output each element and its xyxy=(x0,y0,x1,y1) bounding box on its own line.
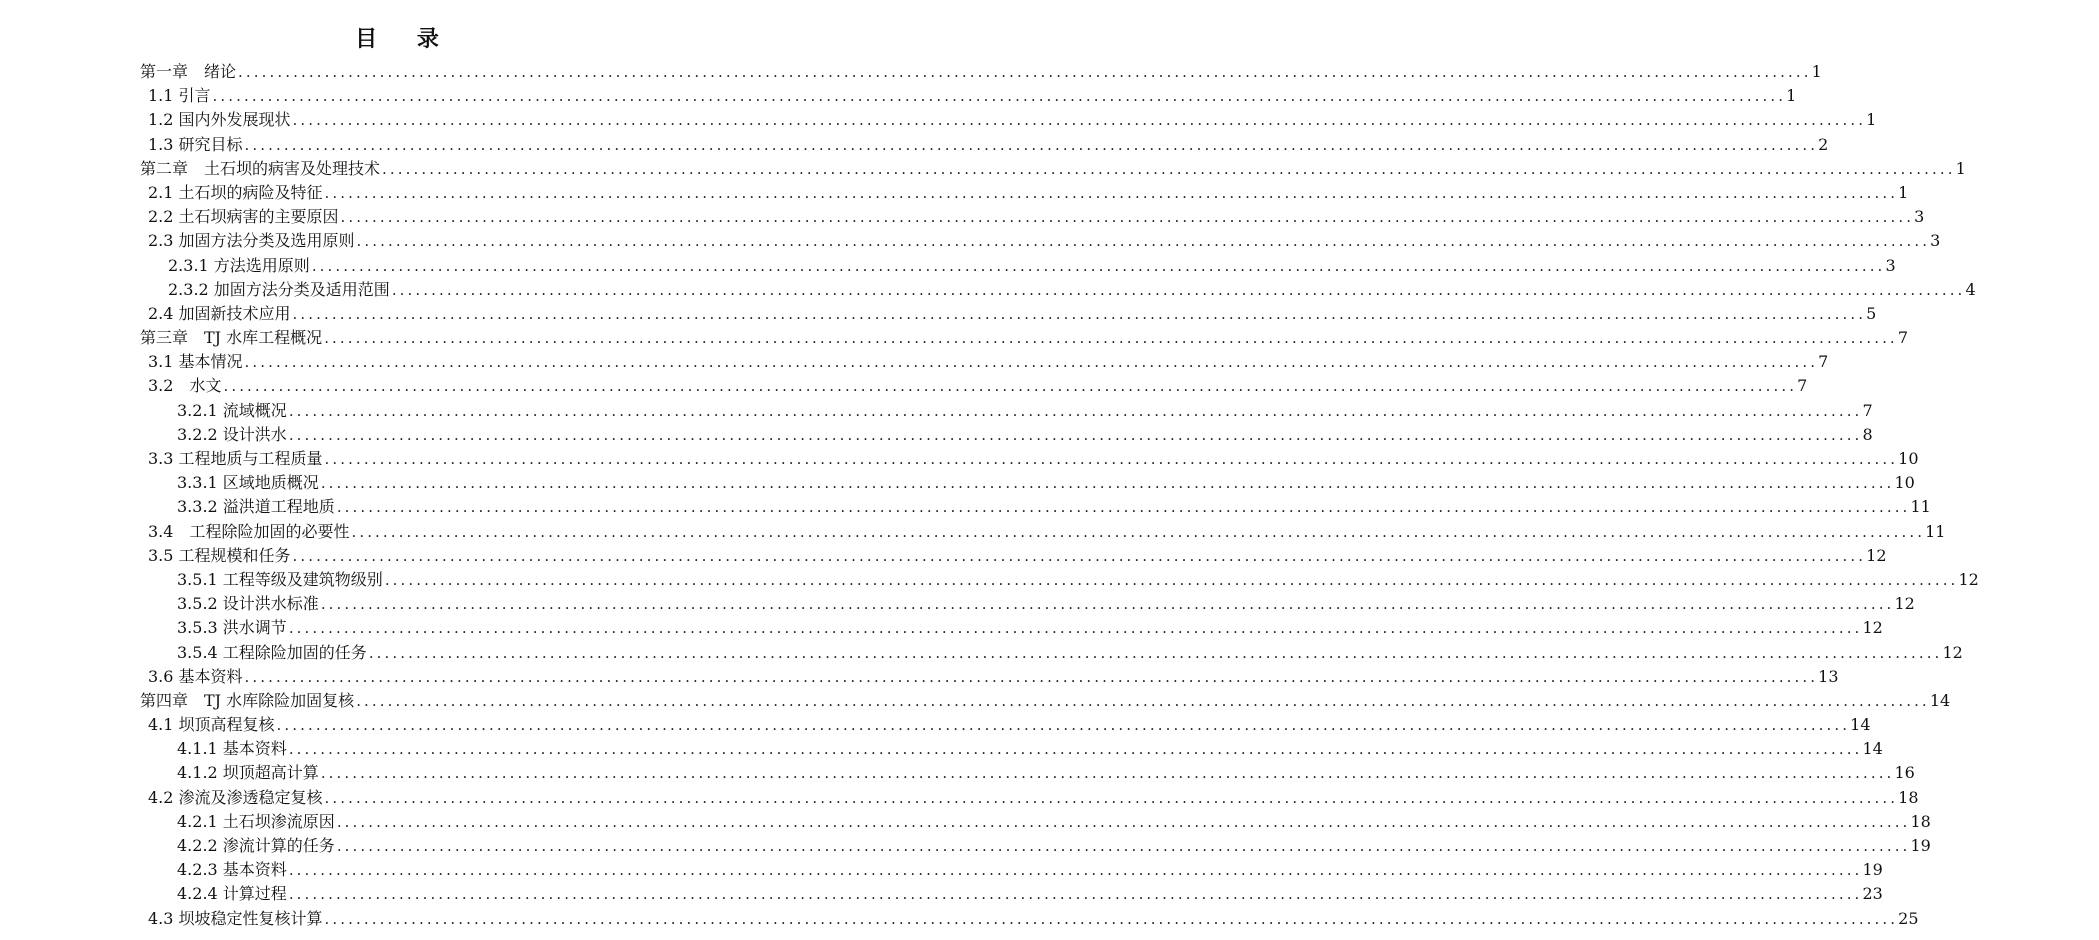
toc-entry-page-number: 5 xyxy=(1866,303,1877,323)
toc-entry[interactable] xyxy=(0,810,1931,834)
toc-entry-page-number: 3 xyxy=(1930,231,1941,251)
toc-entry-label: 4.2.2 渗流计算的任务 xyxy=(177,836,335,855)
toc-entry-page-number: 10 xyxy=(1894,473,1915,493)
toc-entry-page-number: 25 xyxy=(1898,908,1919,928)
dot-leader: ........................................................................................................................................................................................................ xyxy=(292,546,1867,565)
dot-leader: ........................................................................................................................................................................................................ xyxy=(324,183,1899,202)
toc-title: 目 录 xyxy=(355,27,455,52)
toc-entry-page-number: 18 xyxy=(1898,787,1919,807)
toc-entry[interactable] xyxy=(0,447,1919,471)
toc-entry[interactable] xyxy=(0,254,1896,278)
toc-entry[interactable] xyxy=(0,205,1925,229)
toc-entry-label: 1.1 引言 xyxy=(148,86,211,106)
toc-entry-page-number: 12 xyxy=(1942,642,1963,662)
toc-entry[interactable] xyxy=(0,713,1871,737)
toc-entry[interactable] xyxy=(0,157,1966,181)
toc-entry[interactable] xyxy=(0,471,1915,495)
toc-entry-page-number: 16 xyxy=(1894,763,1915,783)
toc-entry-label: 第二章 土石坝的病害及处理技术 xyxy=(140,158,381,178)
dot-leader: ........................................................................................................................................................................................................ xyxy=(384,570,1959,589)
toc-entry-page-number: 12 xyxy=(1894,594,1915,614)
toc-entry-label: 3.2.1 流域概况 xyxy=(177,400,287,420)
toc-entry-label: 3.2 水文 xyxy=(148,376,222,396)
toc-entry-page-number: 8 xyxy=(1862,424,1873,444)
toc-entry-page-number: 1 xyxy=(1786,86,1797,106)
toc-entry-page-number: 2 xyxy=(1818,134,1829,154)
toc-entry[interactable] xyxy=(0,858,1883,882)
toc-entry-label: 第三章 TJ 水库工程概况 xyxy=(140,328,323,348)
toc-entry-label: 3.3 工程地质与工程质量 xyxy=(148,449,323,468)
toc-entry-label: 4.3 坝坡稳定性复核计算 xyxy=(148,908,323,928)
toc-entry[interactable] xyxy=(0,399,1873,423)
toc-entry-page-number: 12 xyxy=(1958,569,1979,589)
toc-entry[interactable] xyxy=(0,616,1883,640)
toc-entry[interactable] xyxy=(0,278,1976,302)
toc-entry-label: 1.2 国内外发展现状 xyxy=(148,110,291,130)
dot-leader: ........................................................................................................................................................................................................ xyxy=(288,740,1863,759)
dot-leader: ........................................................................................................................................................................................................ xyxy=(288,861,1863,880)
toc-entry[interactable] xyxy=(0,689,1951,713)
toc-entry-label: 3.1 基本情况 xyxy=(148,352,243,372)
toc-entry-label: 2.4 加固新技术应用 xyxy=(148,303,291,323)
toc-entry-label: 4.1.2 坝顶超高计算 xyxy=(177,763,319,783)
dot-leader: ........................................................................................................................................................................................................ xyxy=(276,716,1851,735)
toc-entry[interactable] xyxy=(0,495,1931,519)
dot-leader: ........................................................................................................................................................................................................ xyxy=(244,135,1819,154)
toc-entry[interactable] xyxy=(0,568,1979,592)
toc-entry-page-number: 1 xyxy=(1866,110,1877,130)
toc-entry-label: 第一章 绪论 xyxy=(140,62,237,81)
dot-leader: ........................................................................................................................................................................................................ xyxy=(320,764,1895,783)
toc-entry[interactable] xyxy=(0,326,1908,350)
dot-leader: ........................................................................................................................................................................................................ xyxy=(288,885,1863,904)
toc-entry[interactable] xyxy=(0,133,1829,157)
toc-entry-page-number: 23 xyxy=(1862,884,1883,904)
dot-leader: ........................................................................................................................................................................................................ xyxy=(288,619,1863,638)
toc-entry-page-number: 3 xyxy=(1885,255,1896,275)
dot-leader: ........................................................................................................................................................................................................ xyxy=(238,63,1812,81)
toc-entry-label: 2.3.2 加固方法分类及适用范围 xyxy=(168,279,390,299)
dot-leader: ........................................................................................................................................................................................................ xyxy=(288,425,1863,444)
toc-entry[interactable] xyxy=(0,761,1915,785)
table-of-contents xyxy=(0,60,1979,931)
toc-entry[interactable] xyxy=(0,665,1839,689)
toc-entry[interactable] xyxy=(0,374,1808,398)
toc-entry-page-number: 7 xyxy=(1897,328,1908,348)
dot-leader: ........................................................................................................................................................................................................ xyxy=(340,208,1915,227)
toc-entry-page-number: 14 xyxy=(1929,690,1951,710)
dot-leader: ........................................................................................................................................................................................................ xyxy=(244,353,1819,372)
toc-entry-label: 3.3.2 溢洪道工程地质 xyxy=(177,497,335,517)
dot-leader: ........................................................................................................................................................................................................ xyxy=(311,256,1886,275)
toc-entry-label: 4.2 渗流及渗透稳定复核 xyxy=(148,787,323,807)
toc-entry-page-number: 18 xyxy=(1910,811,1931,831)
toc-entry-label: 4.2.4 计算过程 xyxy=(177,884,287,904)
toc-entry-label: 3.5.4 工程除险加固的任务 xyxy=(177,642,367,662)
dot-leader: ........................................................................................................................................................................................................ xyxy=(212,87,1787,106)
dot-leader: ........................................................................................................................................................................................................ xyxy=(356,232,1931,251)
dot-leader: ........................................................................................................................................................................................................ xyxy=(324,788,1899,807)
dot-leader: ........................................................................................................................................................................................................ xyxy=(356,691,1930,710)
toc-entry-label: 4.1.1 基本资料 xyxy=(177,739,287,759)
dot-leader: ........................................................................................................................................................................................................ xyxy=(320,595,1895,614)
dot-leader: ........................................................................................................................................................................................................ xyxy=(223,377,1798,396)
toc-entry[interactable] xyxy=(0,786,1919,810)
dot-leader: ........................................................................................................................................................................................................ xyxy=(324,329,1898,348)
toc-entry-page-number: 3 xyxy=(1914,207,1925,227)
toc-entry-label: 3.5.2 设计洪水标准 xyxy=(177,594,319,614)
toc-entry[interactable] xyxy=(0,350,1829,374)
toc-entry-label: 3.5.3 洪水调节 xyxy=(177,618,287,638)
dot-leader: ........................................................................................................................................................................................................ xyxy=(368,643,1943,662)
dot-leader: ........................................................................................................................................................................................................ xyxy=(292,111,1867,130)
toc-entry[interactable] xyxy=(0,423,1873,447)
toc-entry-label: 4.1 坝顶高程复核 xyxy=(148,715,275,735)
toc-entry[interactable] xyxy=(0,520,1946,544)
toc-entry-page-number: 1 xyxy=(1955,158,1966,178)
toc-entry-page-number: 12 xyxy=(1866,545,1887,565)
toc-entry[interactable] xyxy=(0,737,1883,761)
toc-entry[interactable] xyxy=(0,641,1963,665)
toc-entry-page-number: 11 xyxy=(1925,521,1946,541)
toc-entry-page-number: 19 xyxy=(1862,860,1883,880)
dot-leader: ........................................................................................................................................................................................................ xyxy=(288,401,1863,420)
dot-leader: ........................................................................................................................................................................................................ xyxy=(382,159,1956,178)
toc-entry[interactable] xyxy=(0,181,1909,205)
dot-leader: ........................................................................................................................................................................................................ xyxy=(320,474,1895,493)
dot-leader: ........................................................................................................................................................................................................ xyxy=(336,812,1911,831)
toc-entry[interactable] xyxy=(0,907,1919,931)
toc-entry-label: 4.2.3 基本资料 xyxy=(177,860,287,880)
dot-leader: ........................................................................................................................................................................................................ xyxy=(244,667,1819,686)
toc-entry-page-number: 14 xyxy=(1862,739,1883,759)
toc-entry-label: 第四章 TJ 水库除险加固复核 xyxy=(140,690,355,710)
toc-entry-label: 2.3 加固方法分类及选用原则 xyxy=(148,231,355,251)
toc-entry-label: 1.3 研究目标 xyxy=(148,134,243,154)
toc-entry-label: 3.5.1 工程等级及建筑物级别 xyxy=(177,569,383,589)
toc-entry-label: 3.6 基本资料 xyxy=(148,666,243,686)
toc-entry-page-number: 13 xyxy=(1818,666,1839,686)
toc-entry-page-number: 7 xyxy=(1818,352,1829,372)
toc-entry-page-number: 14 xyxy=(1850,715,1871,735)
toc-entry-page-number: 4 xyxy=(1965,279,1976,299)
toc-entry-page-number: 1 xyxy=(1811,62,1822,81)
toc-entry[interactable] xyxy=(0,834,1931,858)
toc-entry[interactable] xyxy=(0,84,1797,108)
dot-leader: ........................................................................................................................................................................................................ xyxy=(336,498,1911,517)
dot-leader: ........................................................................................................................................................................................................ xyxy=(324,450,1899,468)
toc-entry-page-number: 7 xyxy=(1797,376,1808,396)
toc-entry-label: 3.2.2 设计洪水 xyxy=(177,424,287,444)
dot-leader: ........................................................................................................................................................................................................ xyxy=(292,304,1867,323)
toc-entry[interactable] xyxy=(0,882,1883,906)
dot-leader: ........................................................................................................................................................................................................ xyxy=(391,280,1966,299)
toc-entry[interactable] xyxy=(0,544,1887,568)
toc-entry-page-number: 1 xyxy=(1898,182,1909,202)
toc-entry[interactable] xyxy=(0,592,1915,616)
dot-leader: ........................................................................................................................................................................................................ xyxy=(351,522,1926,541)
toc-entry-label: 4.2.1 土石坝渗流原因 xyxy=(177,811,335,831)
toc-entry-page-number: 19 xyxy=(1910,836,1931,855)
toc-entry[interactable] xyxy=(0,229,1941,253)
toc-entry-label: 3.4 工程除险加固的必要性 xyxy=(148,521,350,541)
toc-entry-label: 3.5 工程规模和任务 xyxy=(148,545,291,565)
dot-leader: ........................................................................................................................................................................................................ xyxy=(324,909,1899,928)
toc-entry-label: 2.3.1 方法选用原则 xyxy=(168,255,310,275)
toc-entry-label: 3.3.1 区域地质概况 xyxy=(177,473,319,493)
toc-entry-page-number: 10 xyxy=(1898,449,1919,468)
toc-entry-page-number: 12 xyxy=(1862,618,1883,638)
dot-leader: ........................................................................................................................................................................................................ xyxy=(336,837,1911,855)
toc-entry-page-number: 7 xyxy=(1862,400,1873,420)
toc-entry[interactable] xyxy=(0,302,1877,326)
toc-entry-page-number: 11 xyxy=(1910,497,1931,517)
toc-entry-label: 2.1 土石坝的病险及特征 xyxy=(148,182,323,202)
toc-entry[interactable] xyxy=(0,60,1822,84)
toc-entry[interactable] xyxy=(0,108,1877,132)
toc-entry-label: 2.2 土石坝病害的主要原因 xyxy=(148,207,339,227)
